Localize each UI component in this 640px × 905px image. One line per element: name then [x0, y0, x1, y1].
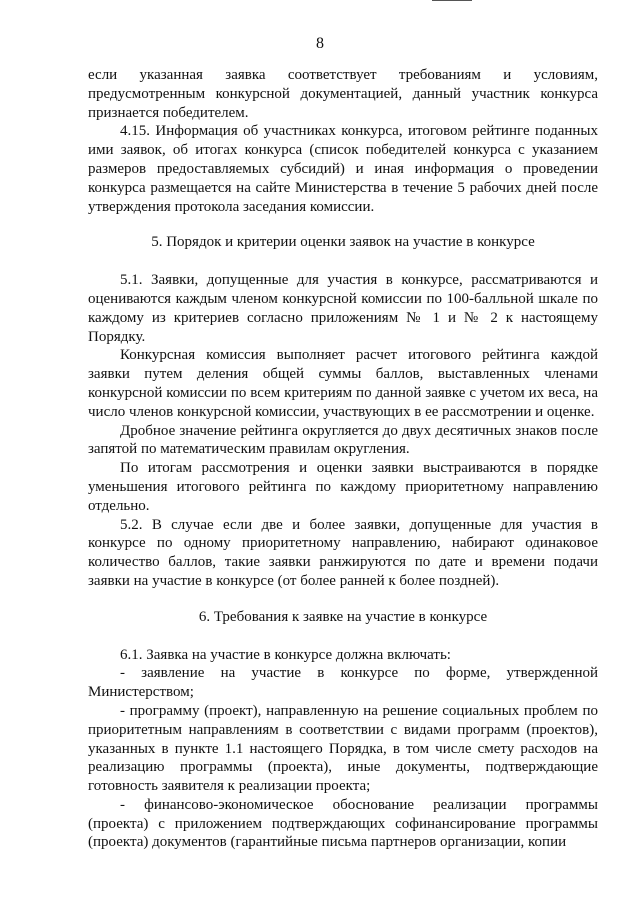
paragraph-6-1: 6.1. Заявка на участие в конкурсе должна включать:: [120, 646, 451, 663]
list-item-financial-justification: - финансово-экономическое обоснование реализации программы (проекта) с приложением подтверждающих софинансирование программы (проекта) документов (гарантийные письма партнеров организации, копии: [88, 796, 598, 851]
paragraph-4-15: 4.15. Информация об участниках конкурса, итоговом рейтинге поданных ими заявок, об итогах конкурса (список победителей конкурса с указанием размеров предоставляемых субсидий) и иная информация о проведении конкурса размещается на сайте Министерства в течение 5 рабочих дней после утверждения протокола заседания комиссии.: [88, 123, 598, 215]
document-body: [88, 66, 598, 852]
top-edge-rule: [432, 0, 472, 1]
paragraph-5-2: 5.2. В случае если две и более заявки, допущенные для участия в конкурсе по одному приоритетному направлению, набирают одинаковое количество баллов, такие заявки ранжируются по дате и времени подачи заявки на участие в конкурсе (от более ранней к более поздней).: [88, 516, 598, 589]
paragraph-rating-calculation: Конкурсная комиссия выполняет расчет итогового рейтинга каждой заявки путем деления общей суммы баллов, выставленных членами конкурсной комиссии по всем критериям по данной заявке с учетом их веса, на число членов конкурсной комиссии, участвующих в ее рассмотрении и оценке.: [88, 347, 598, 420]
section-5-heading: 5. Порядок и критерии оценки заявок на участие в конкурсе: [151, 234, 535, 251]
paragraph-ranking: По итогам рассмотрения и оценки заявки выстраиваются в порядке уменьшения итогового рейтинга по каждому приоритетному направлению отдельно.: [88, 460, 598, 514]
paragraph-rounding: Дробное значение рейтинга округляется до двух десятичных знаков после запятой по математическим правилам округления.: [88, 422, 598, 458]
list-item-application-form: - заявление на участие в конкурсе по форме, утвержденной Министерством;: [88, 665, 598, 701]
paragraph-5-1: 5.1. Заявки, допущенные для участия в конкурсе, рассматриваются и оцениваются каждым членом конкурсной комиссии по 100-балльной шкале по каждому из критериев согласно приложениям № 1 и № 2 к настоящему Порядку.: [88, 272, 598, 345]
page-number: 8: [316, 35, 324, 52]
list-item-program: - программу (проект), направленную на решение социальных проблем по приоритетным направлениям в соответствии с видами программ (проектов), указанных в пункте 1.1 настоящего Порядка, в том числе смету расходов на реализацию программы (проекта), иные документы, подтверждающие готовность заявителя к реализации проекта;: [88, 702, 598, 795]
paragraph-continuation: если указанная заявка соответствует требованиям и условиям, предусмотренным конкурсной документацией, данный участник конкурса признается победителем.: [88, 67, 598, 121]
section-6-heading: 6. Требования к заявке на участие в конкурсе: [198, 608, 488, 625]
